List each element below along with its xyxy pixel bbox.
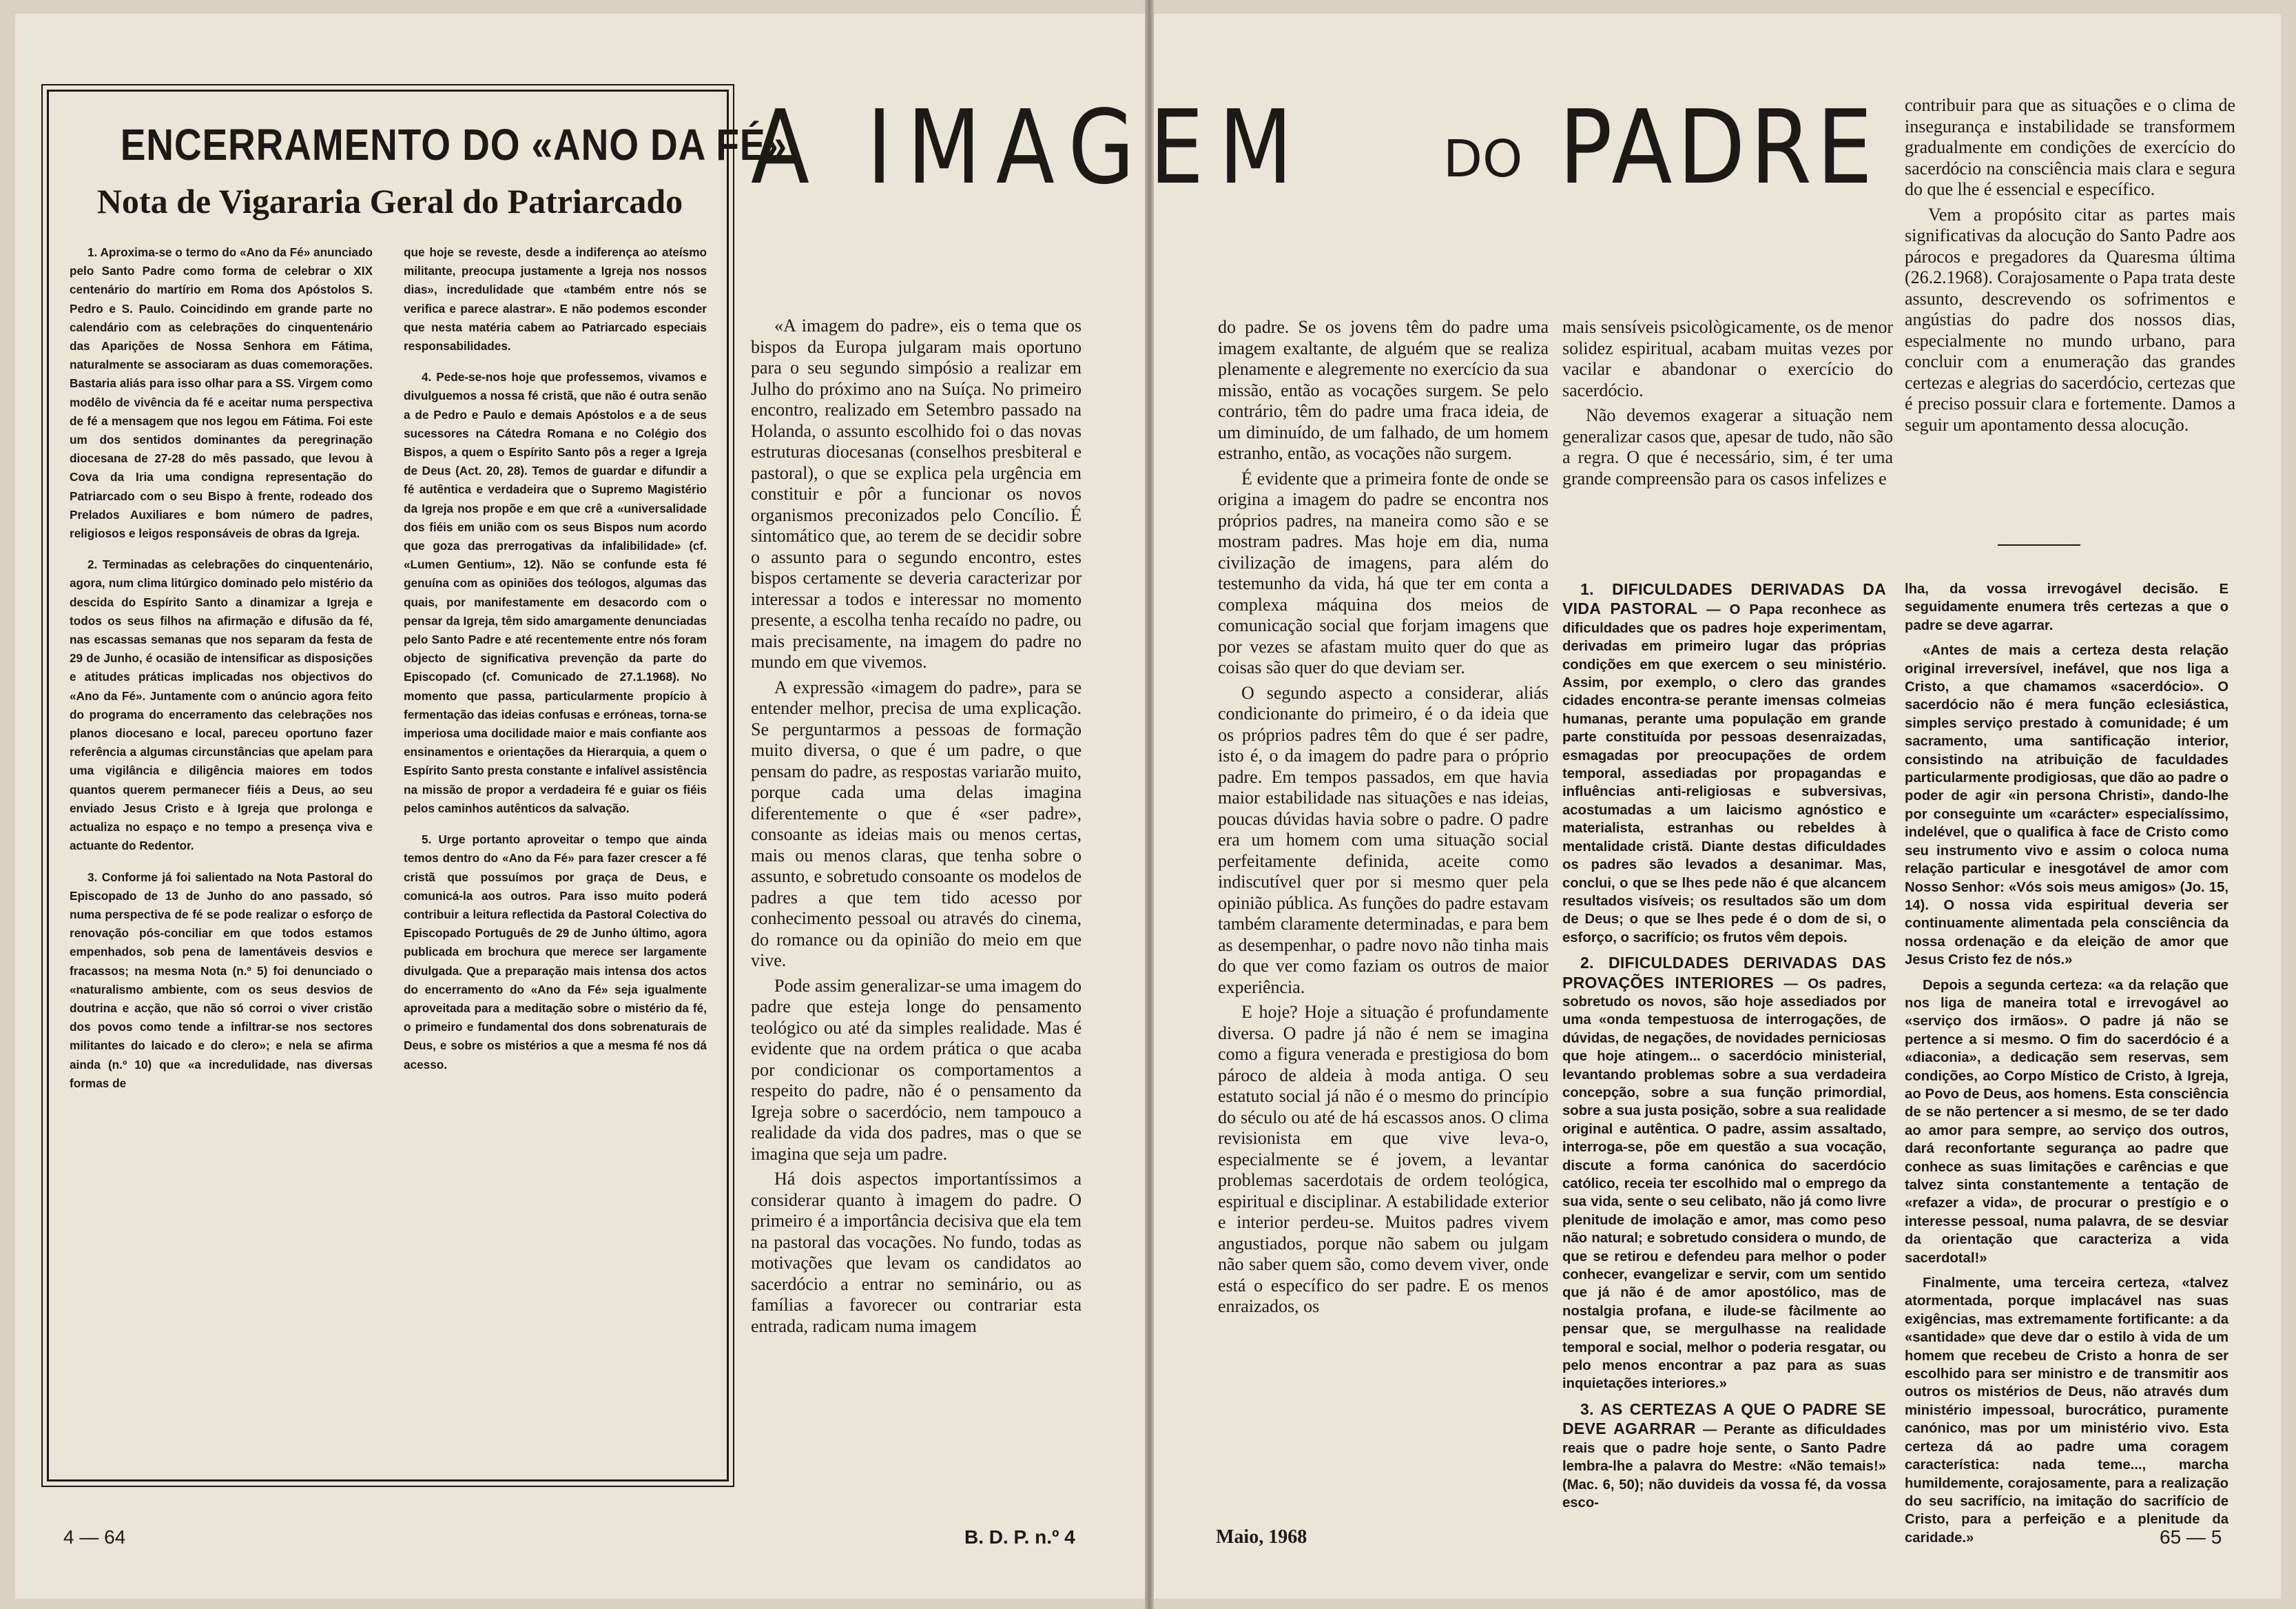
notice-column-2 xyxy=(404,243,707,1456)
article-paragraph: mais sensíveis psicològicamente, os de menor solidez espiritual, acabam muitas vezes por vacilar e abandonar o exercício do sacerdócio. xyxy=(1562,317,1893,400)
notice-paragraph: que hoje se reveste, desde a indiferença ao ateísmo militante, preocupa justamente a Igreja nos nossos dias», incredulidade que «também entre nós se verifica e parece alastrar». E não podemos esconder que nesta matéria cabem ao Patriarcado especiais responsabilidades. xyxy=(404,245,707,353)
notice-column-1 xyxy=(70,243,373,1456)
article-paragraph: O segundo aspecto a considerar, aliás condicionante do primeiro, é o da ideia que os próprios padres têm do que é ser padre, isto é, o da imagem do padre para o próprio padre. Em tempos passados, em que havia maior estabilidade nas situações e nas ideias, poucas dúvidas havia sobre o padre. O padre era um homem com uma situação social perfeitamente definida, aceite como indiscutível quer por si mesmo quer pela opinião pública. As funções do padre estavam também claramente determinadas, e para bem as desempenhar, o padre novo não tinha mais do que ver como faziam os outros de maior experiência. xyxy=(1218,682,1549,997)
section-divider xyxy=(1998,544,2080,546)
notice-paragraph: 1. Aproxima-se o termo do «Ano da Fé» anunciado pelo Santo Padre como forma de celebrar o XIX centenário do martírio em Roma dos Apóstolos S. Pedro e S. Paulo. Coincidindo em grande parte no calendário com as celebrações do cinquentenário das Aparições de Nossa Senhora em Fátima, naturalmente se associaram as duas comemorações. Bastaria aliás para isso olhar para a SS. Virgem como modêlo de vivência da fé e aceitar numa perspectiva de fé a mensagem que nos legou em Fátima. Foi este um dos sentidos dominantes da peregrinação diocesana de 27-28 do mês passado, que levou à Cova da Iria uma condigna representação do Patriarcado com o seu Bispo à frente, rodeado dos Prelados Auxiliares e bom número de padres, religiosos e leigos responsáveis de obras da Igreja. xyxy=(70,245,373,541)
section-heading: 1. DIFICULDADES DERIVADAS DA VIDA PASTORAL xyxy=(1562,580,1886,618)
allocution-section-3 xyxy=(1562,1400,1886,1512)
allocution-paragraph: «Antes de mais a certeza desta relação original irreversível, inefável, que nos liga a Cristo, a que chamamos «sacerdócio». O sacerdócio não é mera função eclesiástica, simples serviço prestado à comunidade; é um sacramento, uma santificação interior, consistindo na atribuição de faculdades particularmente prodigiosas, que dão ao padre o poder de agir «in persona Christi», dando-lhe por conseguinte um «carácter» especialíssimo, indelével, que o qualifica à face de Cristo como seu instrumento vivo e assim o coloca numa relação particular e inesgotável de amor com Nosso Senhor: «Vós sois meus amigos» (Jo. 15, 14). O nossa vida espiritual deveria ser continuamente alimentada pela consciência da nossa ordenação e da eleição de amor que Jesus Cristo fez de nós.» xyxy=(1905,643,2228,968)
section-text: — Os padres, sobretudo os novos, são hoje assediados por uma «onda tempestuosa de interrogações, de dúvidas, de negações, de novidades perniciosas que hoje atingem... o sacerdócio ministerial, levantando problemas sobre a sua verdadeira concepção, sobre a sua função primordial, sobre a sua justa posição, sobre a sua realidade original e autêntica. O padre, assim assaltado, interroga-se, põe em questão a sua vocação, discute a forma canónica do sacerdócio católico, receia ter escolhido mal o emprego da sua vida, sente o seu celibato, não já como livre plenitude de imolação e amor, mas como peso não natural; e sobretudo considera o mundo, de que se retirou e defendeu para melhor o poder conhecer, evangelizar e servir, com um sentido que já não é de amor apostólico, mas de nostalgia profana, e ilude-se fàcilmente ao pensar que, se mergulhasse na realidade temporal e social, melhor o poderia resgatar, ou pelo menos encontrar a paz para as suas inquietações interiores.» xyxy=(1562,976,1887,1392)
article-paragraph: É evidente que a primeira fonte de onde se origina a imagem do padre se encontra nos próprios padres, na maneira como são e se mostram padres. Mas hoje em dia, numa civilização de imagens, para além do testemunho da vida, há que ter em conta a complexa máquina dos meios de comunicação social que forjam imagens que por vezes se afastam muito quer do que as coisas são quer do que deviam ser. xyxy=(1218,468,1549,677)
allocution-paragraph: Finalmente, uma terceira certeza, «talvez atormentada, porque implacável nas suas exigências, mas extremamente fortificante: a da «santidade» que deve dar o estilo à vida de um homem que recebeu de Cristo a honra de ser escolhido para ser ministro e de transmitir aos outros os mistérios de Deus, não através dum ministério impessoal, burocrático, puramente canónico, mas por um ministério vivo. Esta certeza dá ao padre uma coragem característica: nada teme..., marcha humildemente, corajosamente, para a realização do seu sacrifício, na imitação do sacrifício de Cristo, para a perfeição e a plenitude da caridade.» xyxy=(1905,1275,2228,1546)
article-column-1 xyxy=(751,316,1082,1515)
notice-paragraph: 4. Pede-se-nos hoje que professemos, vivamos e divulguemos a nossa fé cristã, que não é outra senão a de Pedro e Paulo e demais Apóstolos e a de seus sucessores na Cátedra Romana e no Colégio dos Bispos, a quem o Espírito Santo pôs a reger a Igreja de Deus (Act. 20, 28). Temos de guardar e difundir a fé autêntica e verdadeira que o Supremo Magistério da Igreja nos propõe e em que crê a «universalidade dos fiéis em união com os seus Bispos num acordo que goza das prerrogativas da infalibilidade» (cf. «Lumen Gentium», 12). Não se confunde esta fé genuína com as opiniões dos teólogos, algumas das quais, por manifestamente em desacordo com o pensar da Igreja, têm sido amargamente denunciadas pelo Santo Padre e até recentemente entre nós foram objecto de significativa prevenção da parte do Episcopado (cf. Comunicado de 27.1.1968). No momento que passa, particularmente propício à fermentação das ideias confusas e erróneas, torna-se imperiosa uma docilidade maior e mais confiante aos ensinamentos e orientações da Hierarquia, a quem o Espírito Santo presta constante e infalível assistência na missão de propor a verdadeira fé e guiar os fiéis pelos caminhos autênticos da salvação. xyxy=(404,370,707,815)
left-page-number: 4 — 64 xyxy=(63,1526,126,1548)
notice-paragraph: 5. Urge portanto aproveitar o tempo que ainda temos dentro do «Ano da Fé» para fazer crescer a fé cristã que possuímos por graça de Deus, e comunicá-la aos outros. Para isso muito poderá contribuir a leitura reflectida da Pastoral Colectiva do Episcopado Português de 29 de Junho último, agora publicada em brochura que merece ser largamente divulgada. Que a preparação mais intensa dos actos do encerramento do «Ano da Fé» seja igualmente aproveitada para a meditação sobre o mistério da fé, o primeiro e fundamental dos dons sobrenaturais de Deus, e sobre os mistérios a que a mesma fé nos dá acesso. xyxy=(404,832,707,1072)
right-page-number: 65 — 5 xyxy=(2160,1526,2222,1548)
notice-subtitle: Nota de Vigararia Geral do Patriarcado xyxy=(96,182,683,221)
article-paragraph: A expressão «imagem do padre», para se entender melhor, precisa de uma explicação. Se perguntarmos a pessoas de formação muito diversa, o que é um padre, o que pensam do padre, as respostas variarão muito, porque cada uma delas imagina diferentemente o que é «ser padre», consoante as ideias mais ou menos certas, mais ou menos claras, que tenha sobre o assunto, e sobretudo consoante os modelos de padres a que tem tido acesso por conhecimento pessoal ou através do cinema, do romance ou da opinião do meio em que vive. xyxy=(751,677,1082,970)
allocution-column-1 xyxy=(1562,580,1886,1510)
section-text: — Perante as dificuldades reais que o padre hoje sente, o Santo Padre lembra-lhe a palavra do Mestre: «Não temais!» (Mac. 6, 50); não duvideis da vossa fé, da vossa esco- xyxy=(1562,1422,1886,1510)
allocution-section-1 xyxy=(1562,580,1886,947)
article-paragraph: «A imagem do padre», eis o tema que os bispos da Europa julgaram mais oportuno para o seu segundo simpósio a realizar em Julho do próximo ano na Suíça. No primeiro encontro, realizado em Setembro passado na Holanda, o assunto escolhido foi o das novas estruturas diocesanas (conselhos presbiteral e pastoral), o que se explica pela urgência em constituir e pôr a funcionar os novos organismos preconizados pelo Concílio. É sintomático que, ao terem de se decidir sobre o assunto para o segundo encontro, estes bispos certamente se deveria caracterizar por interessar a todos e interessar no momento presente, a escolha tenha recaído no padre, ou mais precisamente, na imagem do padre no mundo em que vivemos. xyxy=(751,316,1082,672)
allocution-paragraph: lha, da vossa irrevogável decisão. E seguidamente enumera três certezas a que o padre se deve agarrar. xyxy=(1905,582,2228,633)
headline-do: DO xyxy=(1443,130,1523,189)
article-paragraph: Há dois aspectos importantíssimos a considerar quanto à imagem do padre. O primeiro é a importância decisiva que ela tem na pastoral das vocações. No fundo, todas as motivações que levam os candidatos ao sacerdócio a entrar no seminário, ou as famílias a favorecer ou contrariar esta entrada, radicam numa imagem xyxy=(751,1169,1082,1336)
article-column-2 xyxy=(1218,317,1549,1516)
article-paragraph: Vem a propósito citar as partes mais significativas da alocução do Santo Padre aos párocos e pregadores da Quaresma última (26.2.1968). Corajosamente o Papa trata deste assunto, descrevendo os sofrimentos e angústias do padre dos nossos dias, especialmente no mundo urbano, para concluir com a enumeração das grandes certezas e alegrias do sacerdócio, certezas que é preciso possuir clara e fortemente. Damos a seguir um apontamento dessa alocução. xyxy=(1905,204,2235,435)
headline-a-imagem: A IMAGEM xyxy=(751,88,1308,207)
article-paragraph: E hoje? Hoje a situação é profundamente diversa. O padre já não é nem se imagina como a figura venerada e prestigiosa do bom pároco de aldeia à moda antiga. O seu estatuto social já não é o mesmo do princípio do século ou até de há escassos anos. O clima revisionista em que vive leva-o, especialmente se é jovem, a levantar problemas sacerdotais de ordem teológica, espiritual e disciplinar. A estabilidade exterior e interior perdeu-se. Muitos padres vivem angustiados, porque não sabem ou julgam não saber quem são, como devem viver, onde está o específico do ser padre. E os menos enraizados, os xyxy=(1218,1002,1549,1316)
notice-paragraph: 3. Conforme já foi salientado na Nota Pastoral do Episcopado de 13 de Junho do ano passado, só numa perspectiva de fé se pode realizar o esforço de renovação pós-conciliar em que todos estamos empenhados, sob pena de lamentáveis desvios e fracassos; na mesma Nota (n.º 5) foi denunciado o «naturalismo ambiente, com os seus desvios de doutrina e acção, que não só corroi o viver cristão dos povos como tende a infiltrar-se nos sectores militantes do laicado e do clero»; e nela se afirma ainda (n.º 10) que «a incredulidade, nas diversas formas de xyxy=(70,870,373,1090)
allocution-paragraph: Depois a segunda certeza: «a da relação que nos liga de maneira total e irrevogável ao «serviço dos irmãos». O padre já não se pertence a si mesmo. O fim do sacerdócio é a «diaconia», a dedicação sem reservas, sem condições, ao Corpo Místico de Cristo, à Igreja, ao Povo de Deus, aos homens. Esta consciência de se não pertencer a si mesmo, de se ter dado ao amor para sempre, ao serviço dos outros, dará reconfortante segurança ao padre que conhece as suas limitações e carências e que talvez sinta constantemente a tentação de «refazer a vida», de procurar o prestígio e o interesse pessoal, numa palavra, de se desviar da orientação que caracteriza a vida sacerdotal!» xyxy=(1905,977,2228,1266)
headline-padre: PADRE xyxy=(1559,88,1878,207)
article-paragraph: do padre. Se os jovens têm do padre uma imagem exaltante, de alguém que se realiza plenamente e alegremente no exercício da sua missão, então as vocações surgem. Se pelo contrário, têm do padre uma fraca ideia, de um diminuído, de um falhado, de um homem estranho, então, as vocações não surgem. xyxy=(1218,317,1549,463)
article-column-4 xyxy=(1905,95,2235,522)
notice-title: ENCERRAMENTO DO «ANO DA FÉ» xyxy=(120,120,787,170)
boxed-notice xyxy=(47,90,787,1482)
article-paragraph: contribuir para que as situações e o clima de insegurança e instabilidade se transformem gradualmente em condições de exercício do sacerdócio na consciência mais clara e segura do que lhe é essencial e específico. xyxy=(1905,95,2235,199)
notice-paragraph: 2. Terminadas as celebrações do cinquentenário, agora, num clima litúrgico dominado pelo mistério da descida do Espírito Santo a dinamizar a Igreja e todos os seus filhos na afirmação e difusão da fé, nas escassas semanas que nos separam da festa de 29 de Junho, é ocasião de intensificar as disposições e atitudes práticas implicadas nos objectivos do «Ano da Fé». Juntamente com o anúncio agora feito do programa do encerramento das celebrações nos planos diocesano e local, pareceu oportuno fazer referência a algumas circunstâncias que apelam para uma vigilância e diligência maiores em todos quantos querem permanecer fiéis a Deus, ao seu enviado Jesus Cristo e à Igreja que prolonga e actualiza no espaço e no tempo a presença viva e actuante do Redentor. xyxy=(70,557,373,853)
issue-date: Maio, 1968 xyxy=(1216,1526,1307,1548)
section-text: — O Papa reconhece as dificuldades que os padres hoje experimentam, derivadas em primeiro lugar das próprias condições em que exercem o seu ministério. Assim, por exemplo, o clero das grandes cidades encontra-se perante imensas colmeias humanas, perante uma população em grande parte constituída por pessoas desenraizadas, esmagadas por preocupações de ordem temporal, assediadas por propagandas e influências anti-religiosas e subversivas, acostumadas a um laicismo agnóstico e materialista, estranhas ou rebeldes à mentalidade cristã. Diante destas dificuldades os padres são levados a desanimar. Mas, conclui, o que se lhes pede não é que alcancem resultados visíveis; os resultados são um dom de Deus; o que se lhes pede é o dom de si, o esforço, o sacrifício; os frutos vêm depois. xyxy=(1562,602,1886,945)
allocution-section-2 xyxy=(1562,954,1886,1393)
page-gutter xyxy=(1145,0,1154,1609)
article-paragraph: Pode assim generalizar-se uma imagem do padre que esteja longe do pensamento teológico ou até da simples realidade. Mas é evidente que na ordem prática o que acaba por condicionar os comportamentos a respeito do padre, não é o pensamento da Igreja sobre o sacerdócio, nem tampouco a realidade da vida dos padres, mas o que se imagina que seja um padre. xyxy=(751,975,1082,1164)
article-paragraph: Não devemos exagerar a situação nem generalizar casos que, apesar de tudo, não são a regra. O que é necessário, sim, é ter uma grande compreensão para os casos infelizes e xyxy=(1562,405,1893,489)
article-column-3 xyxy=(1562,317,1893,524)
section-heading: 2. DIFICULDADES DERIVADAS DAS PROVAÇÕES INTERIORES xyxy=(1562,954,1886,992)
journal-issue: B. D. P. n.º 4 xyxy=(964,1526,1075,1548)
section-heading: 3. AS CERTEZAS A QUE O PADRE SE DEVE AGARRAR xyxy=(1562,1400,1886,1438)
